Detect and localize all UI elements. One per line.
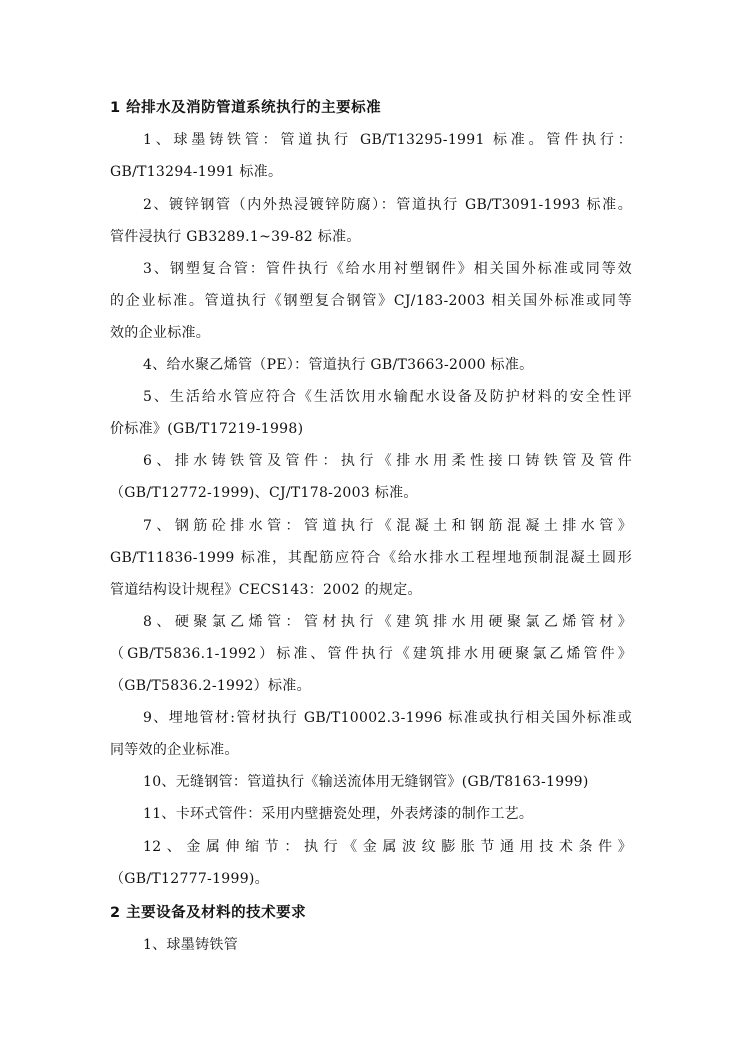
paragraph-line: 管道结构设计规程》CECS143：2002 的规定。 xyxy=(110,582,422,598)
paragraph-line: （GB/T5836.2-1992）标准。 xyxy=(110,678,311,694)
paragraph-line: 9、埋地管材:管材执行 GB/T10002.3-1996 标准或执行相关国外标准或 xyxy=(143,710,632,726)
section-heading-1: 1 给排水及消防管道系统执行的主要标准 xyxy=(110,100,382,116)
paragraph-line: 7、钢筋砼排水管：管道执行《混凝土和钢筋混凝土排水管》 xyxy=(143,518,632,534)
paragraph-line: GB/T13294-1991 标准。 xyxy=(110,164,283,180)
paragraph-line: （GB/T12772-1999)、CJ/T178-2003 标准。 xyxy=(110,485,418,501)
paragraph-line: 同等效的企业标准。 xyxy=(110,742,239,758)
paragraph-line: 5、生活给水管应符合《生活饮用水输配水设备及防护材料的安全性评 xyxy=(143,389,632,405)
paragraph-line: 1、球墨铸铁管：管道执行 GB/T13295-1991 标准。管件执行： xyxy=(143,132,632,148)
paragraph-line: 4、给水聚乙烯管（PE）：管道执行 GB/T3663-2000 标准。 xyxy=(143,357,534,373)
paragraph-line: 2、镀锌钢管（内外热浸镀锌防腐）：管道执行 GB/T3091-1993 标准。 xyxy=(143,197,632,213)
paragraph-line: （GB/T12777-1999)。 xyxy=(110,871,269,887)
paragraph-line: GB/T11836-1999 标准，其配筋应符合《给水排水工程埋地预制混凝土圆形 xyxy=(110,550,632,566)
paragraph-line: 管件浸执行 GB3289.1~39-82 标准。 xyxy=(110,229,361,245)
paragraph-line: （GB/T5836.1-1992）标准、管件执行《建筑排水用硬聚氯乙烯管件》 xyxy=(110,646,632,662)
paragraph-line: 12、金属伸缩节：执行《金属波纹膨胀节通用技术条件》 xyxy=(143,839,632,855)
paragraph-line: 8、硬聚氯乙烯管：管材执行《建筑排水用硬聚氯乙烯管材》 xyxy=(143,614,632,630)
paragraph-line: 1、球墨铸铁管 xyxy=(143,937,239,953)
paragraph-line: 3、钢塑复合管：管件执行《给水用衬塑钢件》相关国外标准或同等效 xyxy=(143,261,632,277)
paragraph-line: 10、无缝钢管：管道执行《输送流体用无缝钢管》(GB/T8163-1999) xyxy=(143,774,589,790)
paragraph-line: 的企业标准。管道执行《钢塑复合钢管》CJ/183-2003 相关国外标准或同等 xyxy=(110,293,632,309)
section-heading-2: 2 主要设备及材料的技术要求 xyxy=(110,905,307,921)
paragraph-line: 11、卡环式管件：采用内壁搪瓷处理，外表烤漆的制作工艺。 xyxy=(143,806,534,822)
paragraph-line: 6、排水铸铁管及管件：执行《排水用柔性接口铸铁管及管件 xyxy=(143,453,632,469)
paragraph-line: 效的企业标准。 xyxy=(110,325,211,341)
paragraph-line: 价标准》(GB/T17219-1998) xyxy=(110,421,304,437)
